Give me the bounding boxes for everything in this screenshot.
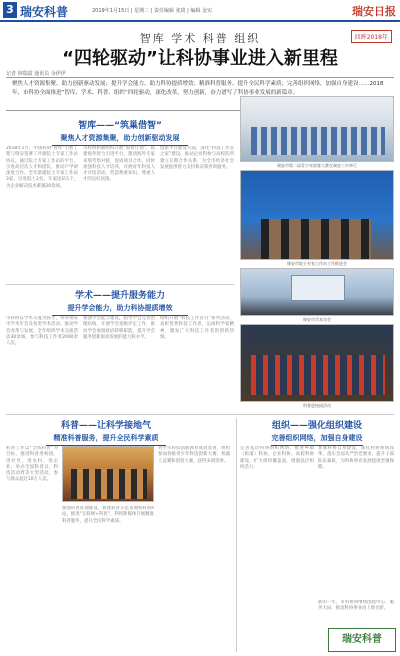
section-logo: 瑞安科普 — [328, 628, 396, 652]
newspaper-logo: 瑞安日报 — [352, 5, 396, 18]
body-column: 青少年科技创新教育成效显著，组织参加各级青少年科技创新大赛、机器人竞赛和创客大赛，获得多项荣誉。 — [158, 446, 230, 464]
section-title: 智库——“筑巢借智” — [78, 121, 162, 131]
body-column: 市科协以学术交流为抓手，举办瑞安市学术年会及各类学术活动，推动学会改革与发展。全年组织学术交流活动30余场，参与科技工作者2000余人次。 — [6, 316, 78, 347]
section-head-xueshu — [6, 288, 234, 316]
section-subtitle: 完善组织网络，加强自身建设 — [271, 434, 363, 442]
body-column: 完善基层科协组织网络，推进乡镇（街道）科协、企业科协、高校科协建设，扩大组织覆盖面，增强基层组织活力。 — [240, 446, 314, 470]
section-subtitle: 聚焦人才资源集聚，助力创新驱动发展 — [60, 134, 180, 142]
headline-kicker: 智库 学术 科普 组织 — [139, 32, 261, 45]
body-column: 加强科协自身建设，深化科协系统改革，落实全面从严治党要求，提升干部队伍素质，为科协事业发展提供坚强保障。 — [318, 446, 394, 470]
section-head-kepu — [6, 418, 206, 446]
body-column: 科普工作以“全域科普”为目标，推进科普进校园、进社区、进农村、进企业。举办全国科普日、科技活动周等大型活动，参与群众超过10万人次。 — [6, 446, 58, 483]
photo-youth-makers — [240, 96, 394, 162]
photo-signing-ceremony — [240, 170, 394, 260]
page-meta: 2019年1月15日 | 星期二 | 责任编辑 张琦 | 编辑 金实 — [92, 8, 213, 14]
body-column: 创新平台建设方面，深化“科技工作者之家”建设，推动企业科协与高校院所建立长期合作关系，为全市经济社会发展提供智力支持和决策咨询服务。 — [160, 146, 234, 170]
main-headline: “四轮驱动”让科协事业进入新里程 — [62, 48, 338, 69]
lead-paragraph: 聚焦人才资源集聚、助力创新驱动发展；提升学会能力、助力科协提质增效；精准科普服务、提升全民科学素质；完善组织网络，加强自身建设……2018年，市科协全面推进“智库、学术、科普、组织”四轮驱动，深化改革，努力创新，奋力谱写了科协事业发展的新篇章。 — [6, 77, 394, 111]
section-head-zuzhi — [240, 418, 394, 446]
body-column: 2018年1月，中国科协“智库”引智工程与瑞安签署了共建院士专家工作站协议。通过院士专家工作站的平台，引进高层次人才和团队，推动产学研深度合作。全年新建院士专家工作站3家，引进院士2名、专家团队5个，为企业解决技术难题20余项。 — [6, 146, 78, 189]
photo-caption: 瑞安市学术年会 — [303, 317, 331, 322]
year-stamp: 回眸2018年 — [351, 30, 392, 43]
section-subtitle: 提升学会能力，助力科协提质增效 — [67, 304, 173, 312]
masthead — [0, 0, 400, 22]
page-name: 瑞安科普 — [20, 5, 69, 19]
byline: 记者 林瑞霞 通讯员 余伊伊 — [6, 71, 66, 77]
photo-science-outreach — [62, 446, 154, 502]
photo-caption: 瑞安市院士专家工作站工作推进会 — [287, 261, 347, 266]
photo-caption: 瑞安市第二届青少年创客大赛在瑞安三中举行 — [277, 163, 357, 168]
photo-caption: 科普进校园活动 — [303, 403, 331, 408]
photo-science-in-school — [240, 324, 394, 402]
section-head-zhiku — [6, 118, 234, 146]
page-number: 3 — [3, 2, 17, 18]
body-column: 组织开展“科技工作者日”系列活动，表彰优秀科技工作者，弘扬科学家精神，激发广大科技工作者的创新热情。 — [160, 316, 234, 340]
section-subtitle: 精准科普服务，提升全民科学素质 — [53, 434, 159, 442]
body-column: 新的一年，市科协将继续围绕中心、服务大局，推动科协事业再上新台阶。 — [318, 600, 394, 612]
section-title: 组织——强化组织建设 — [271, 421, 362, 431]
section-title: 科普——让科学接地气 — [60, 421, 151, 431]
body-column: 加强科普阵地建设，新建科普示范基地和科普e站，推进“互联网+科普”，利用新媒体开展精准科普服务，提升全民科学素质。 — [62, 506, 154, 524]
section-title: 学术——提升服务能力 — [74, 291, 165, 301]
body-column: 市科协积极组织开展“海智计划”，搭建海外智力引进平台，邀请海外专家来瑞考察对接，促成项目合作。同时加强科技人才培养，开展青年科技人才评选活动，营造尊重知识、尊重人才的良好氛围。 — [83, 146, 155, 183]
body-column: 加强学会能力建设，指导学会完善治理结构，开展学会星级评定工作，推动学会承接政府转移职能，提升学会服务创新驱动发展的能力和水平。 — [83, 316, 155, 340]
photo-academic-conference — [240, 268, 394, 316]
